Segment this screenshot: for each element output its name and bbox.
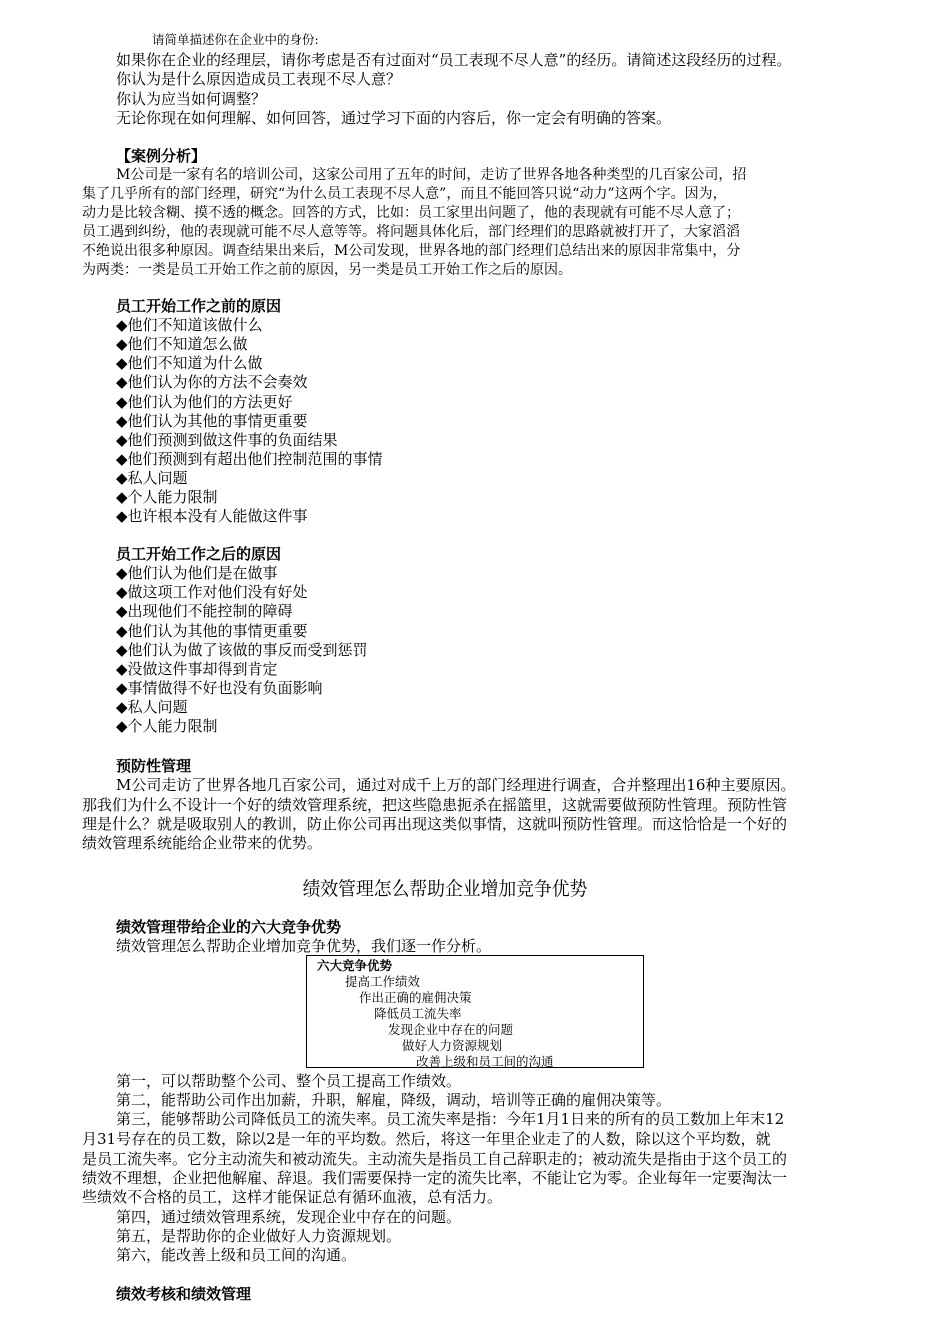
six-line: 是员工流失率。它分主动流失和被动流失。主动流失是指员工自己辞职走的；被动流失是指由于这个员工的	[82, 1150, 788, 1168]
intro-question-1: 如果你在企业的经理层，请你考虑是否有过面对“员工表现不尽人意”的经历。请简述这段经历的过程。	[116, 51, 792, 69]
list-item: ◆他们预测到做这件事的负面结果	[116, 431, 338, 449]
six-line: 第二，能帮助公司作出加薪，升职，解雇，降级，调动，培训等正确的雇佣决策等。	[116, 1091, 672, 1109]
six-line: 第四，通过绩效管理系统，发现企业中存在的问题。	[116, 1208, 462, 1226]
box-item: 降低员工流失率	[374, 1006, 462, 1021]
box-item: 发现企业中存在的问题	[388, 1022, 514, 1037]
list-item: ◆他们不知道该做什么	[116, 316, 263, 334]
intro-question-2: 你认为是什么原因造成员工表现不尽人意？	[116, 70, 402, 88]
list-item: ◆个人能力限制	[116, 488, 218, 506]
section-title: 绩效管理怎么帮助企业增加竞争优势	[302, 878, 588, 900]
preventive-line: 理是什么？就是吸取别人的教训，防止你公司再出现这类似事情，这就叫预防性管理。而这恰恰是一个好的	[82, 815, 788, 833]
case-line: M公司是一家有名的培训公司，这家公司用了五年的时间，走访了世界各地各种类型的几百家公司，招	[116, 167, 747, 183]
six-line: 第五，是帮助你的企业做好人力资源规划。	[116, 1227, 402, 1245]
list-item: ◆私人问题	[116, 469, 188, 487]
list-item: ◆私人问题	[116, 698, 188, 716]
case-line: 动力是比较含糊、摸不透的概念。回答的方式，比如：员工家里出问题了，他的表现就有可能不尽人意了；	[82, 205, 740, 221]
list-item: ◆做这项工作对他们没有好处	[116, 583, 308, 601]
case-line: 员工遇到纠纷，他的表现就可能不尽人意等等。将问题具体化后，部门经理们的思路就被打开了，大家滔滔	[82, 224, 740, 240]
box-item: 作出正确的雇佣决策	[359, 990, 472, 1005]
six-line: 些绩效不合格的员工，这样才能保证总有循环血液，总有活力。	[82, 1188, 503, 1206]
list-item: ◆也许根本没有人能做这件事	[116, 507, 308, 525]
list-item: ◆他们认为其他的事情更重要	[116, 412, 308, 430]
preventive-line: M公司走访了世界各地几百家公司，通过对成千上万的部门经理进行调查，合并整理出16种主要原因。	[116, 776, 796, 794]
list-item: ◆他们认为做了该做的事反而受到惩罚	[116, 641, 368, 659]
list-item: ◆他们认为他们是在做事	[116, 564, 278, 582]
six-intro: 绩效管理怎么帮助企业增加竞争优势，我们逐一作分析。	[116, 937, 492, 955]
case-line: 为两类：一类是员工开始工作之前的原因，另一类是员工开始工作之后的原因。	[82, 262, 572, 278]
list-item: ◆他们不知道怎么做	[116, 335, 248, 353]
list-item: ◆他们认为其他的事情更重要	[116, 622, 308, 640]
list-item: ◆他们认为他们的方法更好	[116, 393, 293, 411]
intro-question-4: 无论你现在如何理解、如何回答，通过学习下面的内容后，你一定会有明确的答案。	[116, 109, 672, 127]
six-line: 第三，能够帮助公司降低员工的流失率。员工流失率是指：今年1月1日来的所有的员工数加上年末12	[116, 1110, 785, 1128]
six-line: 月31号存在的员工数，除以2是一年的平均数。然后，将这一年里企业走了的人数，除以这个平均数，就	[82, 1130, 771, 1148]
preventive-heading: 预防性管理	[116, 757, 192, 775]
six-line: 第六，能改善上级和员工间的沟通。	[116, 1246, 357, 1264]
list-item: ◆事情做得不好也没有负面影响	[116, 679, 323, 697]
list-item: ◆他们认为你的方法不会奏效	[116, 373, 308, 391]
six-line: 第一，可以帮助整个公司、整个员工提高工作绩效。	[116, 1072, 462, 1090]
list-item: ◆他们不知道为什么做	[116, 354, 263, 372]
preventive-line: 那我们为什么不设计一个好的绩效管理系统，把这些隐患扼杀在摇篮里，这就需要做预防性管理。预防性管	[82, 796, 788, 814]
list-item: ◆个人能力限制	[116, 717, 218, 735]
intro-question-3: 你认为应当如何调整？	[116, 90, 267, 108]
six-heading: 绩效管理带给企业的六大竞争优势	[116, 918, 342, 936]
advantages-box	[306, 955, 644, 1068]
list-item: ◆出现他们不能控制的障碍	[116, 602, 293, 620]
after-heading: 员工开始工作之后的原因	[116, 545, 282, 563]
case-line: 集了几乎所有的部门经理，研究“为什么员工表现不尽人意”，而且不能回答只说“动力”这两个字。因为，	[82, 186, 727, 202]
box-item: 提高工作绩效	[345, 974, 421, 989]
intro-prompt: 请简单描述你在企业中的身份:	[152, 32, 319, 47]
box-title: 六大竞争优势	[317, 958, 393, 973]
list-item: ◆没做这件事却得到肯定	[116, 660, 278, 678]
last-heading: 绩效考核和绩效管理	[116, 1285, 252, 1303]
case-heading: 【案例分析】	[116, 147, 207, 165]
box-item: 做好人力资源规划	[402, 1038, 503, 1053]
list-item: ◆他们预测到有超出他们控制范围的事情	[116, 450, 383, 468]
before-heading: 员工开始工作之前的原因	[116, 297, 282, 315]
six-line: 绩效不理想，企业把他解雇、辞退。我们需要保持一定的流失比率，不能让它为零。企业每年一定要淘汰一	[82, 1169, 788, 1187]
case-line: 不绝说出很多种原因。调查结果出来后，M公司发现，世界各地的部门经理们总结出来的原因非常集中，分	[82, 243, 741, 259]
box-item: 改善上级和员工间的沟通	[416, 1054, 554, 1069]
preventive-line: 绩效管理系统能给企业带来的优势。	[82, 834, 323, 852]
